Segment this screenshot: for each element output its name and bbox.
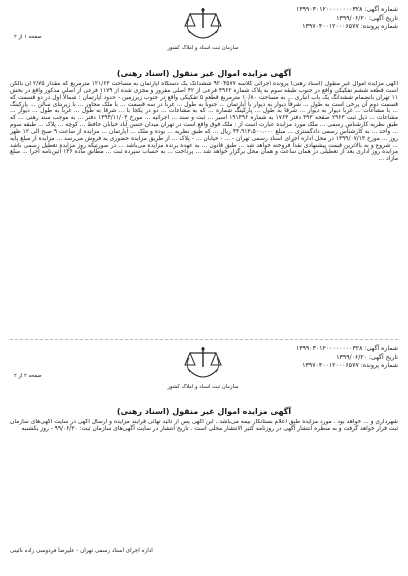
notice-header: [6, 4, 402, 68]
notice-footer: اداره اجرای اسناد رسمی تهران - علیرضا فردوسی زاده نائینی: [10, 548, 153, 554]
file-number: شماره پرونده: ۱۳۹۷۰۴۰۰۱۲۰۰۰۶۵۷۷: [302, 23, 398, 31]
order-number: شماره آگهی: ۱۳۹۹۰۳۰۱۲۰۰۰۰۰۰۰۰۳۲۸: [295, 6, 398, 13]
notice-title-2: آگهی مزایده اموال غیر منقول (اسناد رهنی): [116, 407, 292, 416]
order-number-2: شماره آگهی: ۱۳۹۹۰۳۰۱۲۰۰۰۰۰۰۰۰۳۲۸: [295, 345, 398, 352]
registry-emblem: [160, 6, 246, 51]
notice-body-2: شهرداری و ... خواهد بود . مورد مزایده طبق اعلام بستانکار بیمه می‌باشد . این آگهی پس از تائید نهائی فرآیند مزایده و ارسال آگهی در سایت آگهی‌های سازمان ثبت قرار خواهد گرفت و به منظره انتشار آگهی در روزنامه کثیر الانتشار محلی است . تاریخ انتشار در سایت آگهی‌های سازمان ثبت: ۹۹/۰۶/۳۰ - روز یکشنبه: [10, 419, 398, 432]
org-name-2: سازمان ثبت اسناد و املاک کشور: [167, 384, 239, 390]
notice-header-2: [6, 343, 402, 407]
emblem-icon: [180, 6, 226, 44]
org-name: سازمان ثبت اسناد و املاک کشور: [167, 45, 239, 51]
notice-meta-2: [296, 345, 398, 371]
page-number: صفحه ۱ از ۲: [14, 34, 42, 40]
notice-meta: [296, 6, 398, 32]
notice-body: آگهی مزایده اموال غیر منقول (اسناد رهنی) پرونده اجرائی کلاسه ۹۲۰۴۵۷۷ ششدانگ یک دستگاه آپارتمان به مساحت ۱۲۱/۶۳ مترمربع که مقدار ۲/۷۵ آن بالکن است قطعه ششم تفکیکی واقع در جنوب طبقه سوم به پلاک شماره ۴۹۶۲ فرعی از ۴۲ اصلی مفروز و مجزی شده از ۱۱۷۹ فرعی از اصلی مذکور واقع در بخش ۱۱ تهران بانضمام ششدانگ یک باب انباری ... به مساحت ۱۰/۸۰ مترمربع قطعه ۵ تفکیکی واقع در جنوب زیرزمین - حدود آپارتمان : شمالاً اول در دو قسمت که قسمت دوم آن پرخی است به طول ... شرقاً دیوار به دیوار با آپارتمان ... جنوباً به طول ... غرباً در سه قسمت ... با ملک مجاور ... با زیربنای سالن ... پارکینگ ... با مشاعات ... غربا دیوار به دیوار ... شرقا به طول ... پارکینگ شماره ... که به مشاعات ... دو در یکجا با ... شرقا به طول ... غربا به طول ... دیوار ... مشاعات ... ذیل ثبت ۲۹۶۳ صفحه ۳۹۳ دفتر ۱۷۶۴ به شماره ۱۹۱۴۹۶ اسیر ... ثبت و سند ... اجرائیه ... مورخ ۱۳۹۴/۱۱/۰۳ دفتر ... به موجب سند رهنی ... که طبق نظریه کارشناس رسمی ... ملک مورد مزایده عبارت است از : ملک فوق واقع است در تهران میدان حسن آباد خیابان حافظ ... کوچه ... پلاک ... طبقه سوم ... واحد ... به کارشناس رسمی دادگستری ... مبلغ ۴۴،۹۱۳،۵۰۰،۰۰۰ ریال ... که طبق نظریه ... بوده و ملک ... آپارتمان ... مزایده از ساعت ۹ صبح الی ۱۲ ظهر روز ... مورخ ۱۳۹۹/۰۷/۱۳ در محل اداره اجرای اسناد رسمی تهران - ... - خیابان ... - پلاک ... از طریق مزایده حضوری به فروش می‌رسد ... مزایده از مبلغ پایه ... شروع و به بالاترین قیمت پیشنهادی نقداً فروخته خواهد شد ... طبق قانون ... به عهده برنده مزایده می‌باشد ... در صورتیکه روز مزایده تعطیل رسمی باشد مزایده روز اداری بعد از تعطیلی در همان ساعت و همان محل برگزار خواهد شد ... پرداخت ... به حساب سپرده ثبت ... مطابق ماده ۱۳۶ آئین‌نامه اجرا ... مبلغ مازاد ...: [10, 81, 398, 163]
page-number-2: صفحه ۲ از ۲: [14, 373, 42, 379]
file-number-2: شماره پرونده: ۱۳۹۷۰۴۰۰۱۲۰۰۰۶۵۷۷: [302, 362, 398, 370]
notice-title: آگهی مزایده اموال غیر منقول (اسناد رهنی): [116, 69, 292, 78]
order-date-2: تاریخ آگهی: ۱۳۹۹/۰۶/۲۰: [336, 353, 398, 361]
emblem-icon: [180, 345, 226, 383]
notice-divider: [10, 339, 398, 340]
order-date: تاریخ آگهی: ۱۳۹۹/۰۶/۲۰: [336, 14, 398, 22]
registry-emblem-2: [160, 345, 246, 390]
